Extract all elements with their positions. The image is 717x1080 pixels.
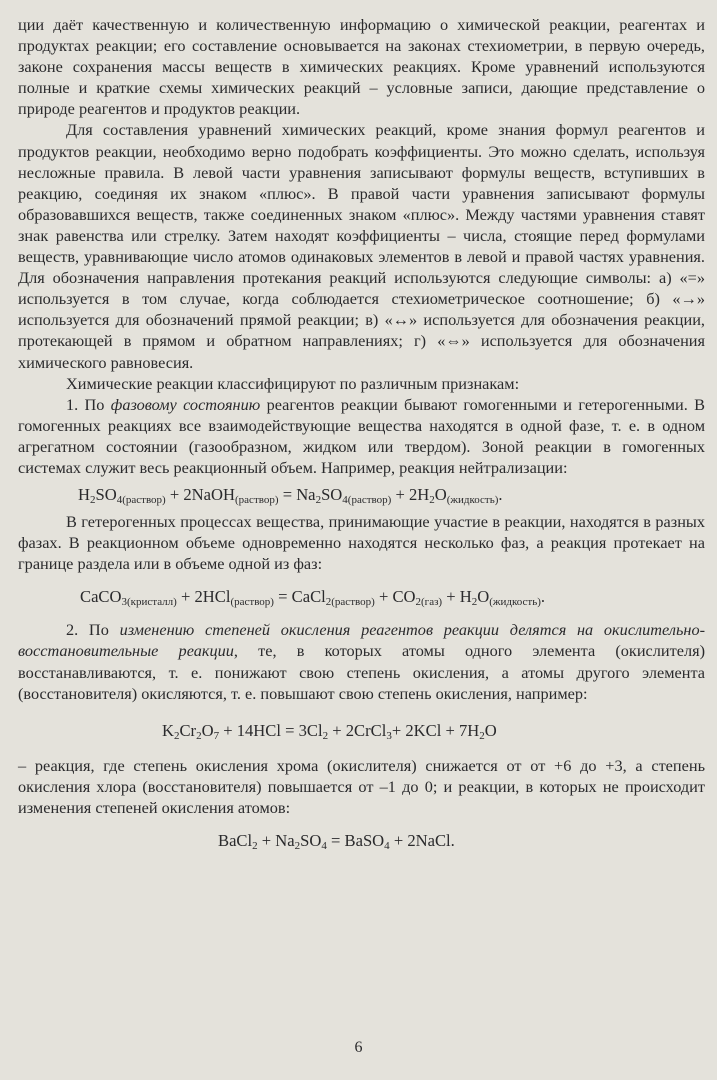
paragraph-2: Для составления уравнений химических реакций, кроме знания формул реагентов и продуктов реакции, необходимо верно подобрать коэффициенты. Это можно сделать, используя несложные правила. В левой части уравнения записывают формулы веществ, вступивших в реакцию, соединяя их знаком «плюс». В правой части уравнения записывают формулы образовавшихся веществ, также соединенных знаком «плюс». Между частями уравнения ставят знак равенства или стрелку. Затем находят коэффициенты – числа, стоящие перед формулами веществ, уравнивающие число атомов одинаковых элементов в левой и правой частях уравнения. Для обозначения направления протекания реакций используются следующие символы: а) «=» используется в том случае, когда соблюдается стехиометрическое соотношение; б) «→» используется для обозначений прямой реакции; в) «↔» используется для обозначения реакции, протекающей в прямом и обратном направлениях; г) «⇔» используется для обозначения химического равновесия. [18,120,705,372]
paragraph-1: ции даёт качественную и количественную информацию о химической реакции, реагентах и продуктах реакции; его составление основывается на законах стехиометрии, в первую очередь, законе сохранения массы веществ в химических реакциях. Кроме уравнений используются полные и краткие схемы химических реакций – условные записи, дающие представление о природе реагентов и продуктов реакции. [18,15,705,119]
text-run: 2. По [66,620,120,640]
paragraph-4 [18,394,705,478]
equation-exchange: BaCl$_2$ + $Na_2SO_4$ = BaSO$_4$ + 2NaCl. [218,831,455,852]
paragraph-6 [18,619,705,703]
italic-term: фазовому состоянию [110,394,261,414]
text-run: 1. По [66,394,111,414]
paragraph-7: – реакция, где степень окисления хрома (окислителя) снижается от от +6 до +3, а степень окисления хлора (восстановителя) повышается от –1 до 0; и реакции, в которых не происходит изменения степеней окисления атомов: [18,755,705,817]
text-run: , те, в которых атомы одного элемента (окислителя) восстанавливаются, т. е. понижают свою степень окисления, а атомы другого элемента (восстановителя) окисляются, т. е. повышают свою степень окисления, например: [18,641,705,703]
page-number: 6 [354,1039,363,1056]
italic-term: изменению степеней окисления реагентов реакции делятся на окислительно-восстановительные реакции [18,620,706,661]
equation-redox: $K_2Cr_2O_7 + 14HCl = 3Cl_2$ + 2CrCl$_3$+ $2KCl + 7H_2O$ [162,720,497,742]
equation-neutralization: $H_2SO_{4(раствор)}$ + 2NaOH$_{(раствор)}$ = $Na_2SO_{4(раствор)} + 2H_2O_{(жидкость)}$. [78,485,503,507]
paragraph-3: Химические реакции классифицируют по различным признакам: [66,373,520,393]
text-run: реагентов реакции бывают гомогенными и гетерогенными. В гомогенных реакциях все взаимодействующие вещества находятся в одной фазе, т. е. в одном агрегатном состоянии (газообразном, жидком или твердом). Зоной реакции в гомогенных системах служит весь реакционный объем. Например, реакция нейтрализации: [18,394,706,477]
paragraph-5: В гетерогенных процессах вещества, принимающие участие в реакции, находятся в разных фазах. В реакционном объеме одновременно находятся несколько фаз, а реакция протекает на границе раздела или в объеме одной из фаз: [18,512,705,574]
equation-heterogeneous: CaCO$_{3(кристалл)}$ + 2HCl$_{(раствор)}$ = CaCl$_{2(раствор)}$ + $CO_{2(газ)} + H_2O_{(жидкость)}$. [80,587,546,609]
